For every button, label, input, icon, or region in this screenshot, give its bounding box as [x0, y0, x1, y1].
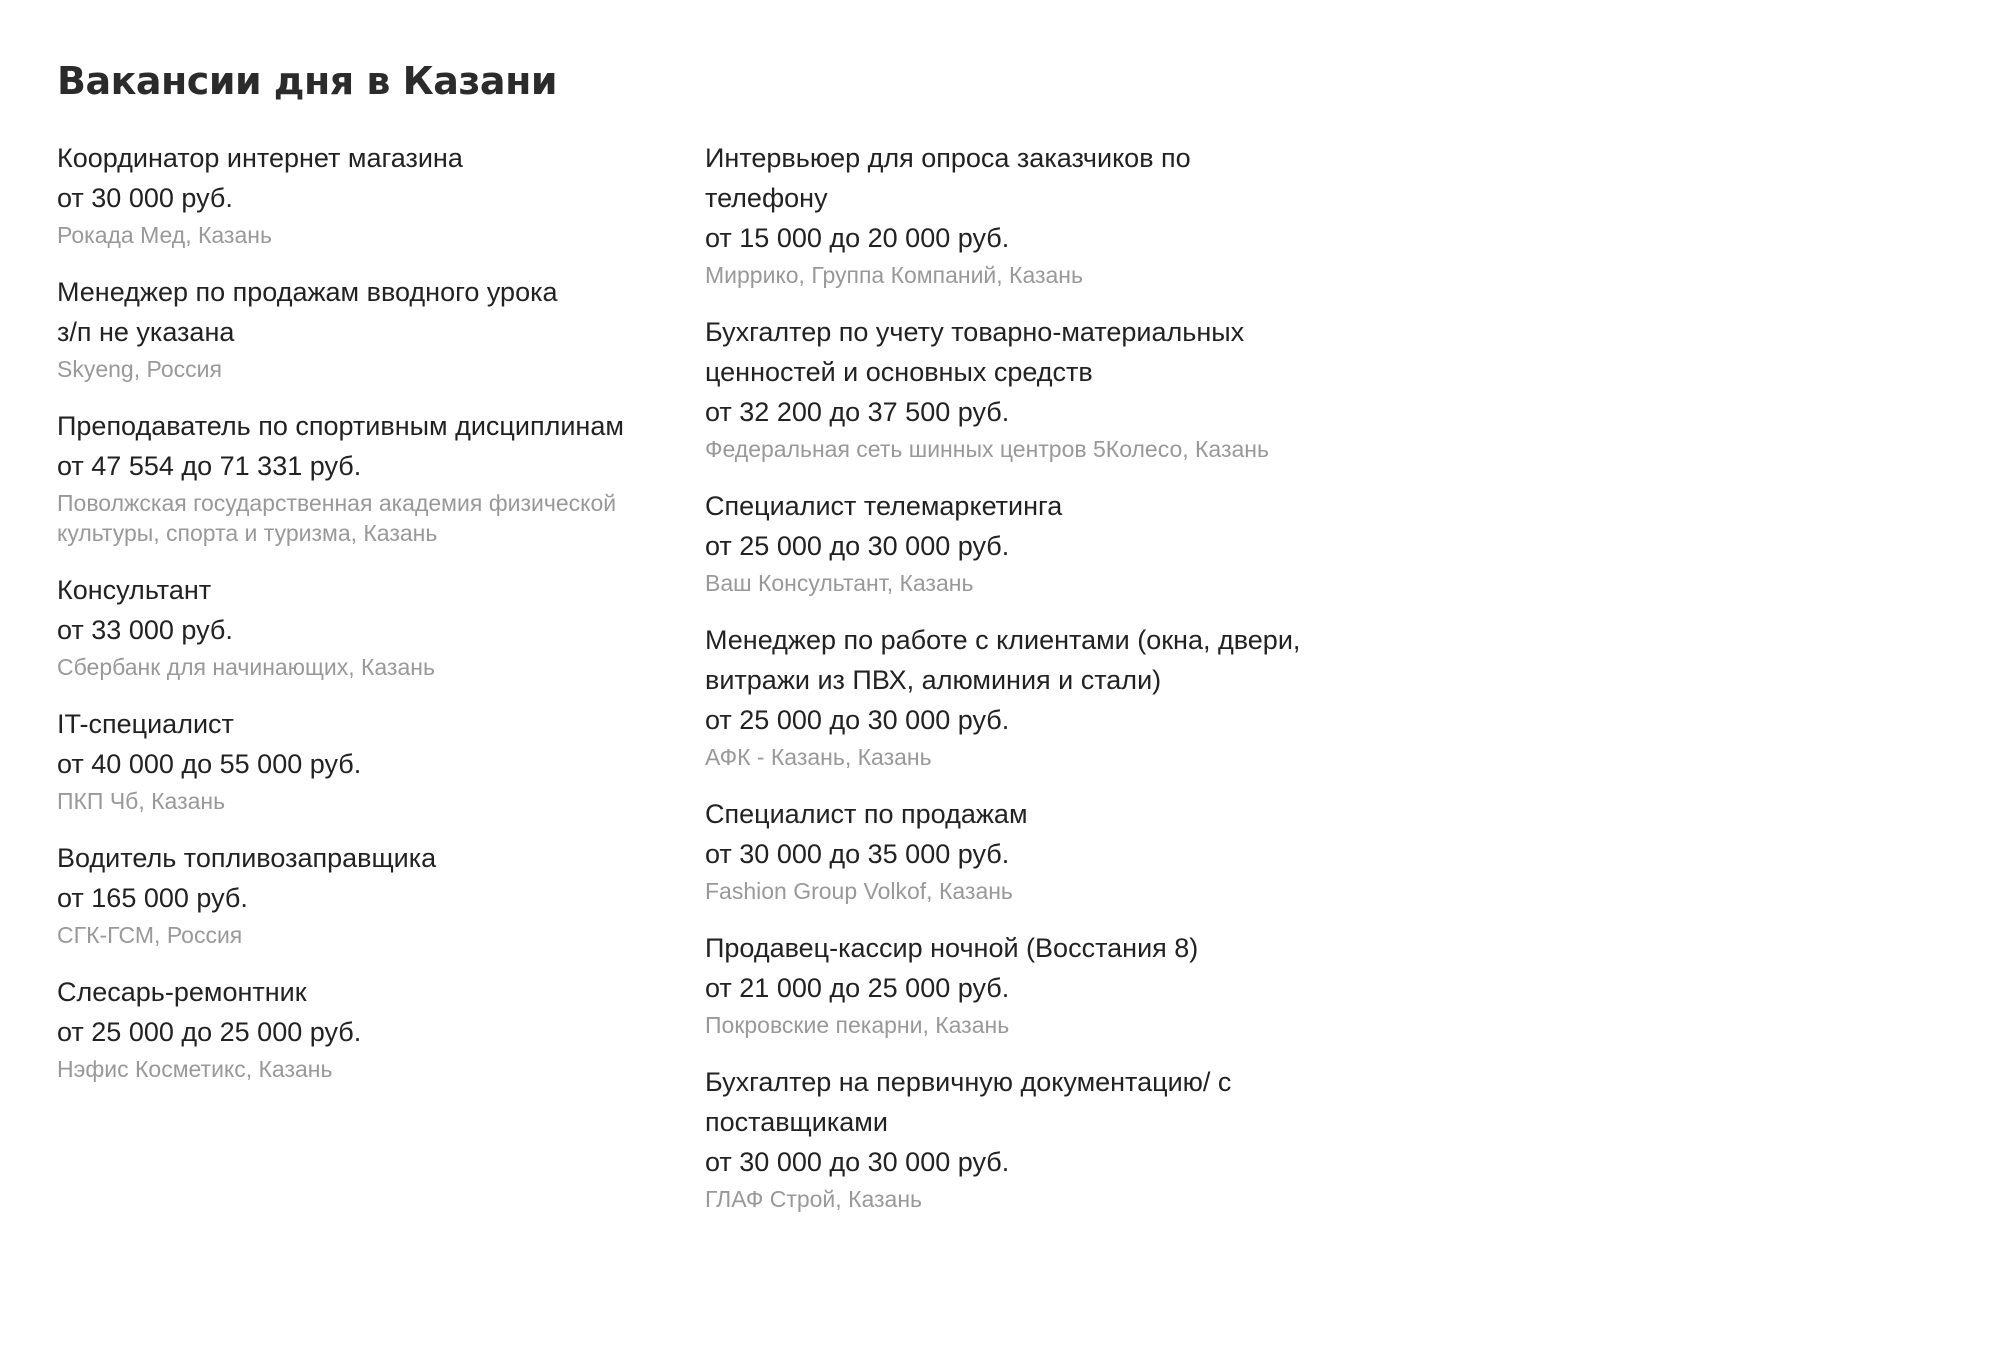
vacancy-company: Сбербанк для начинающих, Казань [57, 654, 435, 680]
vacancy-company: АФК - Казань, Казань [705, 744, 932, 770]
vacancy-title-link[interactable]: Интервьюер для опроса заказчиков по телефону [705, 143, 1191, 213]
vacancy-salary: от 40 000 до 55 000 руб. [57, 749, 362, 779]
vacancy-item [705, 138, 1305, 290]
vacancy-company: ПКП Чб, Казань [57, 788, 226, 814]
vacancy-salary: от 25 000 до 30 000 руб. [705, 705, 1010, 735]
vacancy-salary: от 25 000 до 30 000 руб. [705, 531, 1010, 561]
vacancy-title-link[interactable]: Специалист телемаркетинга [705, 491, 1063, 521]
vacancy-company: Skyeng, Россия [57, 356, 222, 382]
vacancy-salary: от 21 000 до 25 000 руб. [705, 973, 1010, 1003]
vacancy-title-link[interactable]: Менеджер по работе с клиентами (окна, двери, витражи из ПВХ, алюминия и стали) [705, 625, 1301, 695]
vacancy-item [705, 620, 1305, 772]
vacancy-company: Федеральная сеть шинных центров 5Колесо, Казань [705, 436, 1269, 462]
vacancy-list-left [57, 138, 637, 1106]
vacancy-salary: от 15 000 до 20 000 руб. [705, 223, 1010, 253]
vacancy-title-link[interactable]: Консультант [57, 575, 212, 605]
vacancy-company: Рокада Мед, Казань [57, 222, 272, 248]
vacancy-title-link[interactable]: IT-специалист [57, 709, 234, 739]
vacancy-title-link[interactable]: Специалист по продажам [705, 799, 1028, 829]
vacancy-salary: от 30 000 до 30 000 руб. [705, 1147, 1010, 1177]
vacancy-salary: от 25 000 до 25 000 руб. [57, 1017, 362, 1047]
vacancy-title-link[interactable]: Водитель топливозаправщика [57, 843, 437, 873]
vacancy-title-link[interactable]: Менеджер по продажам вводного урока [57, 277, 558, 307]
vacancy-company: Нэфис Косметикс, Казань [57, 1056, 333, 1082]
vacancy-item [57, 138, 637, 250]
vacancy-title-link[interactable]: Слесарь-ремонтник [57, 977, 307, 1007]
vacancy-company: СГК-ГСМ, Россия [57, 922, 243, 948]
vacancy-item [57, 972, 637, 1084]
vacancy-company: Миррико, Группа Компаний, Казань [705, 262, 1083, 288]
vacancy-item [705, 928, 1305, 1040]
vacancy-item [57, 704, 637, 816]
vacancy-title-link[interactable]: Координатор интернет магазина [57, 143, 463, 173]
vacancy-title-link[interactable]: Продавец-кассир ночной (Восстания 8) [705, 933, 1199, 963]
vacancy-salary: з/п не указана [57, 317, 235, 347]
vacancy-title-link[interactable]: Бухгалтер по учету товарно-материальных ценностей и основных средств [705, 317, 1245, 387]
vacancy-item [705, 1062, 1305, 1214]
vacancy-salary: от 47 554 до 71 331 руб. [57, 451, 362, 481]
vacancy-salary: от 165 000 руб. [57, 883, 248, 913]
vacancy-item [705, 486, 1305, 598]
vacancy-salary: от 30 000 руб. [57, 183, 233, 213]
vacancy-item [57, 406, 637, 548]
vacancy-item [57, 272, 637, 384]
vacancy-salary: от 32 200 до 37 500 руб. [705, 397, 1010, 427]
vacancy-item [57, 570, 637, 682]
vacancy-company: Поволжская государственная академия физической культуры, спорта и туризма, Казань [57, 490, 617, 546]
vacancy-company: Fashion Group Volkof, Казань [705, 878, 1013, 904]
vacancy-item [57, 838, 637, 950]
vacancy-company: Ваш Консультант, Казань [705, 570, 974, 596]
vacancy-company: ГЛАФ Строй, Казань [705, 1186, 923, 1212]
vacancy-title-link[interactable]: Бухгалтер на первичную документацию/ с поставщиками [705, 1067, 1232, 1137]
vacancy-salary: от 30 000 до 35 000 руб. [705, 839, 1010, 869]
vacancy-company: Покровские пекарни, Казань [705, 1012, 1010, 1038]
vacancy-item [705, 312, 1305, 464]
page-title: Вакансии дня в Казани [57, 59, 557, 103]
vacancy-title-link[interactable]: Преподаватель по спортивным дисциплинам [57, 411, 624, 441]
vacancy-item [705, 794, 1305, 906]
vacancy-salary: от 33 000 руб. [57, 615, 233, 645]
vacancy-list-right [705, 138, 1305, 1236]
